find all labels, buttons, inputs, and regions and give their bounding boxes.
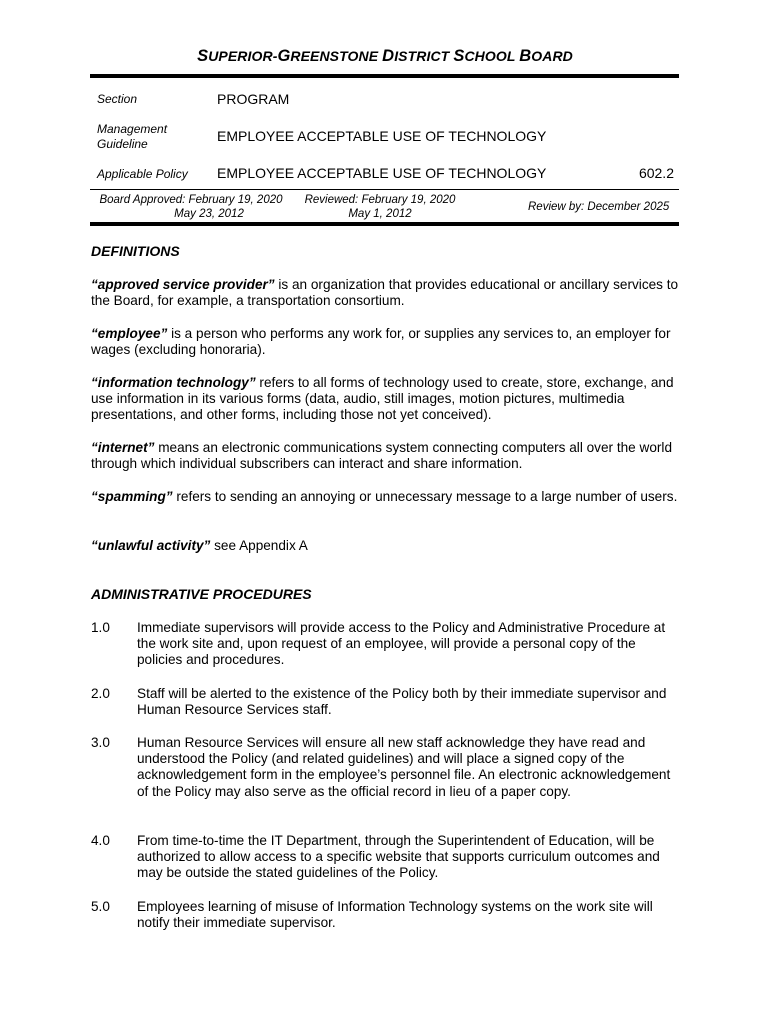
reviewed-dates (300, 193, 460, 221)
procedure-number: 5.0 (91, 899, 110, 914)
title-part: UPERIOR- (208, 48, 278, 64)
procedure-text: Human Resource Services will ensure all new staff acknowledge they have read and understood the Policy (and related guidelines) and will place a signed copy of the acknowledgement form in the employee’s personnel file. An electronic acknowledgement of the Policy may also serve as the official record in lieu of a paper copy. (137, 735, 671, 799)
definition-information-technology (91, 375, 681, 424)
definition-unlawful-activity (91, 538, 681, 554)
board-title (0, 47, 770, 66)
section-label: Section (97, 92, 138, 106)
definition-term: “approved service provider” (91, 277, 275, 292)
definition-term: “unlawful activity” (91, 538, 211, 553)
guideline-label-line-1: Management (97, 122, 168, 136)
review-by-date: Review by: December 2025 (528, 201, 670, 213)
definition-term: “spamming” (91, 489, 173, 504)
guideline-value: EMPLOYEE ACCEPTABLE USE OF TECHNOLOGY (217, 128, 547, 144)
procedure-number: 1.0 (91, 620, 110, 635)
definition-text: means an electronic communications system connecting computers all over the world through which individual subscribers can interact and share information. (91, 440, 673, 472)
definition-text: is a person who performs any work for, or supplies any services to, an employer for wages (excluding honoraria). (91, 326, 671, 358)
header-middle-rule (90, 189, 679, 190)
reviewed-line-2: May 1, 2012 (348, 208, 412, 220)
procedure-text: Staff will be alerted to the existence of the Policy both by their immediate supervisor and Human Resource Services staff. (137, 686, 667, 718)
guideline-label-line-2: Guideline (97, 137, 148, 151)
policy-number: 602.2 (638, 165, 674, 181)
definition-text: is an organization that provides educational or ancillary services to the Board, for example, a transportation consortium. (91, 277, 679, 309)
title-part: REENSTONE (290, 48, 383, 64)
procedure-number: 3.0 (91, 735, 110, 750)
procedure-text: From time-to-time the IT Department, through the Superintendent of Education, will be authorized to allow access to a specific website that supports curriculum outcomes and may be outside the stated guidelines of the Policy. (137, 833, 660, 881)
title-part: G (277, 47, 291, 65)
title-part: OARD (531, 48, 573, 64)
procedure-text: Employees learning of misuse of Information Technology systems on the work site will notify their immediate supervisor. (137, 899, 653, 931)
definitions-heading: DEFINITIONS (91, 243, 180, 259)
procedure-number: 4.0 (91, 833, 110, 848)
title-part: ISTRICT (394, 48, 454, 64)
definition-term: “information technology” (91, 375, 256, 390)
policy-label: Applicable Policy (97, 167, 188, 181)
title-part: S (453, 47, 465, 65)
procedure-text: Immediate supervisors will provide access to the Policy and Administrative Procedure at the work site and, upon request of an employee, will provide a personal copy of the policies and procedures. (137, 620, 666, 668)
title-part: S (197, 47, 209, 65)
header-top-rule (90, 74, 679, 78)
procedures-heading: ADMINISTRATIVE PROCEDURES (91, 586, 312, 602)
title-part: CHOOL (464, 48, 520, 64)
board-approved-dates (94, 193, 288, 221)
definition-internet (91, 440, 681, 472)
title-part: B (519, 47, 532, 65)
definition-spamming (91, 489, 681, 505)
approved-line-1: Board Approved: February 19, 2020 (99, 194, 283, 206)
policy-value: EMPLOYEE ACCEPTABLE USE OF TECHNOLOGY (217, 165, 547, 181)
definition-term: “employee” (91, 326, 168, 341)
reviewed-line-1: Reviewed: February 19, 2020 (304, 194, 456, 206)
definition-text: refers to all forms of technology used to create, store, exchange, and use information in its various forms (data, audio, still images, motion pictures, multimedia presentations, and other forms, including those not yet conceived). (91, 375, 674, 423)
procedure-number: 2.0 (91, 686, 110, 701)
definition-employee (91, 326, 681, 358)
section-value: PROGRAM (217, 91, 290, 107)
approved-line-2: May 23, 2012 (174, 208, 244, 220)
definition-approved-service-provider (91, 277, 681, 309)
definition-term: “internet” (91, 440, 155, 455)
definition-text: refers to sending an annoying or unnecessary message to a large number of users. (172, 489, 678, 504)
header-bottom-rule (90, 222, 679, 226)
definition-text: see Appendix A (210, 538, 308, 553)
title-part: D (382, 47, 395, 65)
